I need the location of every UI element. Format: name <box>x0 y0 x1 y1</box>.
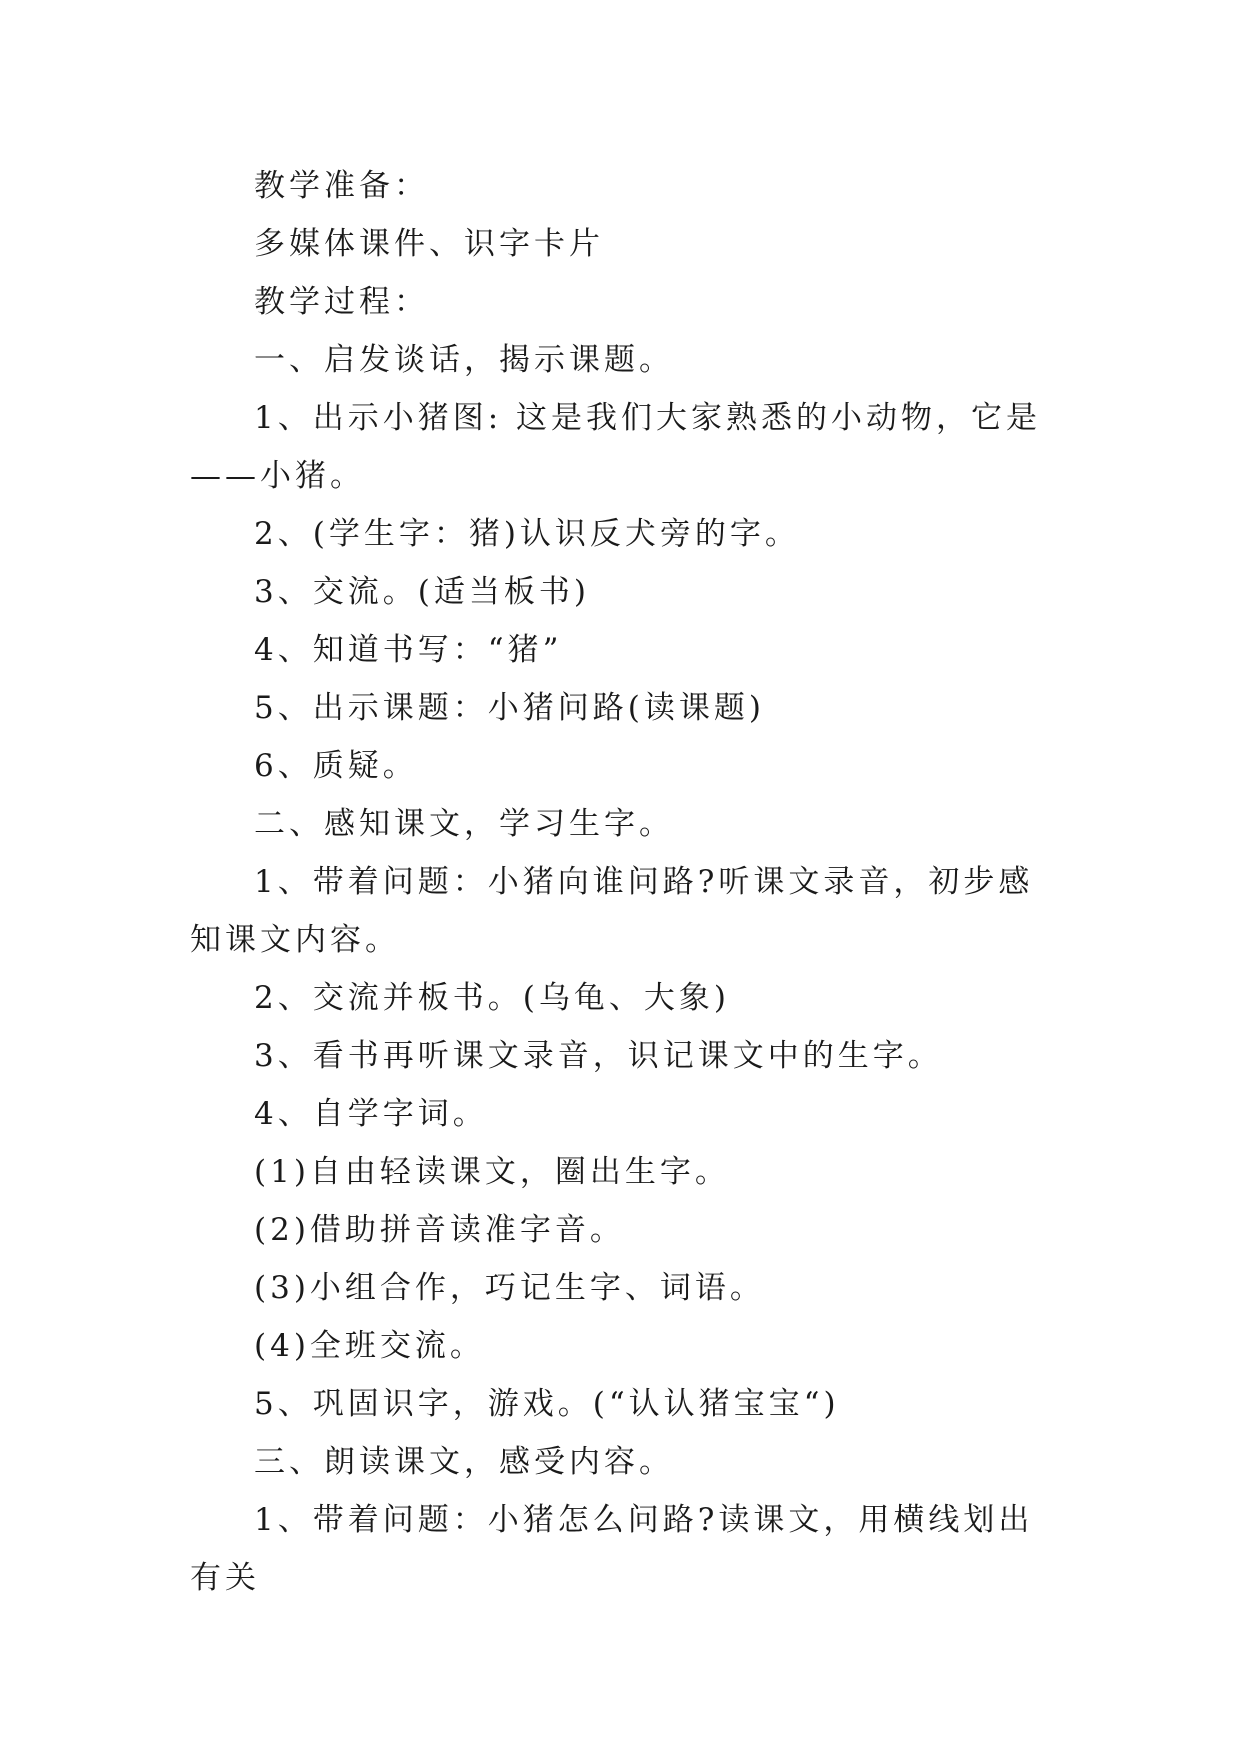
paragraph-prep-materials: 多媒体课件、识字卡片 <box>254 226 604 262</box>
list-item: 4、知道书写：“猪” <box>254 632 563 668</box>
section-heading-2: 二、感知课文，学习生字。 <box>254 806 674 842</box>
list-item: 2、(学生字：猪)认识反犬旁的字。 <box>254 516 800 552</box>
sub-list-item: (1)自由轻读课文，圈出生字。 <box>254 1154 730 1190</box>
sub-list-item: (4)全班交流。 <box>254 1328 485 1364</box>
list-item: 1、带着问题：小猪怎么问路?读课文，用横线划出有关 <box>190 1502 1034 1596</box>
section-heading-3: 三、朗读课文，感受内容。 <box>254 1444 674 1480</box>
list-item: 1、出示小猪图: 这是我们大家熟悉的小动物，它是——小猪。 <box>190 400 1042 494</box>
list-item: 4、自学字词。 <box>254 1096 488 1132</box>
list-item: 6、质疑。 <box>254 748 418 784</box>
list-item: 3、看书再听课文录音，识记课文中的生字。 <box>254 1038 943 1074</box>
list-item: 1、带着问题：小猪向谁问路?听课文录音，初步感知课文内容。 <box>190 864 1034 958</box>
document-body <box>190 157 1052 1607</box>
sub-list-item: (3)小组合作，巧记生字、词语。 <box>254 1270 765 1306</box>
paragraph-process-heading: 教学过程： <box>254 284 429 320</box>
section-heading-1: 一、启发谈话，揭示课题。 <box>254 342 674 378</box>
list-item: 5、出示课题：小猪问路(读课题) <box>254 690 765 726</box>
list-item: 5、巩固识字，游戏。(“认认猪宝宝“) <box>254 1386 840 1422</box>
list-item: 2、交流并板书。(乌龟、大象) <box>254 980 730 1016</box>
paragraph-prep-heading: 教学准备： <box>254 168 429 204</box>
list-item: 3、交流。(适当板书) <box>254 574 590 610</box>
sub-list-item: (2)借助拼音读准字音。 <box>254 1212 625 1248</box>
